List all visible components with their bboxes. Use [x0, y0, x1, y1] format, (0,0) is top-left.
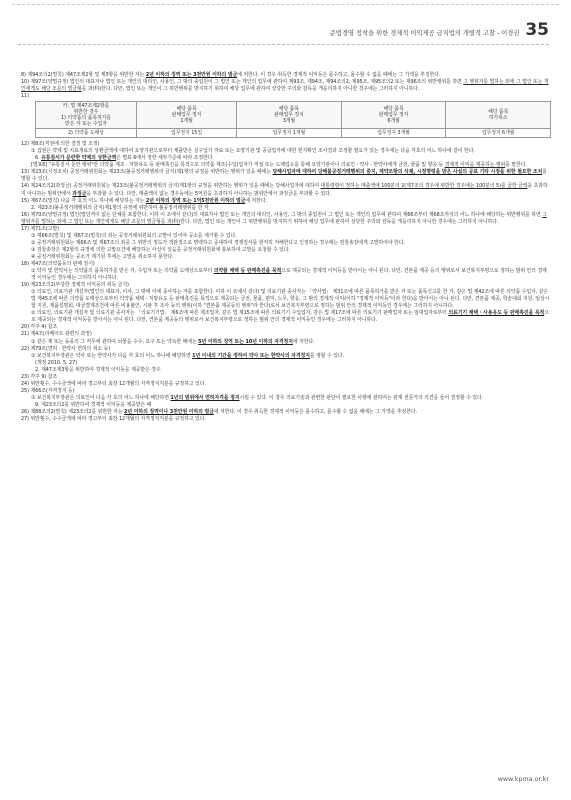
table-cell: 업무정지 15일: [137, 129, 237, 138]
footnote-25: 25) 제66조(자격정지 등): [21, 387, 75, 394]
footnote-22-para-1: ① 보건복지부장관은 약사 또는 한약사가 다음 각 호의 어느 하나에 해당하면 1년 이내의 기간을 정하여 약사 또는 한약사의 자격정지를 명할 수 있다.: [31, 352, 344, 359]
footnote-23: 23) 각주 9) 참조: [21, 373, 58, 380]
footnote-19-para-2: ② 의료인, 의료기관 개설자 및 의료기관 종사자는 「의료기기법」 제6조에 따른 제조업자, 같은 법 제15조에 따른 의료기기 수입업자, 같은 법 제17조에 따른 의료기기 판매업자 또는 임대업자로부터 의료기기 채택 · 사용유도 등 판매촉진을 목적으로 제공되는 경제적 이익등을 받아서는 아니 된다. 다만, 견본품 제공등의 행위로서 보건복지부령으로 정하는 범위 안의 경제적 이익등인 경우에는 그러하지 아니하다.: [31, 310, 549, 324]
footnote-17-para-4: ④ 공정거래위원회는 공소가 제기된 후에는 고발을 취소하지 못한다.: [31, 253, 174, 260]
table-row: [36, 129, 551, 138]
footnote-22-amendment: (개정 2010. 5. 27): [35, 359, 78, 366]
footnote-8: 8) 제94조의2(벌칙) 제47조제2항 및 제3항을 위반한 자는 2년 이하의 징역 또는 3천만원 이하의 벌금에 처한다. 이 경우 취득한 경제적 이익등은 몰수하고, 몰수할 수 없을 때에는 그 가액을 추징한다.: [21, 72, 441, 78]
footnote-12-annex-6: [별표6] "유통질서 문란 행위"란 의약품 제조 · 처방유도 등 판매촉진을 목적으로 의약품 제조(수입)업자가 직접 또는 도매업소를 통해 요양기관이나 의료인 · 약사 · 한약사에게 금전, 물품 및 향응 등 경제적 이익을 제공하는 행위를 말한다.: [31, 162, 527, 169]
footnote-17-para-2: ② 공정거래위원회는 제66조 및 제67조의 죄중 그 위반의 정도가 객관적으로 명백하고 중대하여 경쟁질서를 현저히 저해한다고 인정하는 경우에는 검찰총장에게 고발하여야 한다.: [31, 239, 405, 246]
footnote-18-para-1: ① 약사 및 한약사는 의약품의 품목허가를 받은 자, 수입자 또는 의약품 도매상으로부터 의약품 채택 등 판매촉진을 목적으로 제공되는 경제적 이익등을 받아서는 아니 된다. 다만, 견본품 제공 등의 행위로서 보건복지부령으로 정하는 범위 안의 경제적 이익등인 경우에는 그러하지 아니하다.: [31, 268, 547, 282]
footnote-13: 13) 제23조(시정조치) 공정거래위원회는 제23조(불공정거래행위의 금지)제1항의 규정을 위반하는 행위가 있을 때에는 당해사업자에 대하여 당해불공정거래행위의 중지, 계약조항의 삭제, 시정명령을 받은 사실의 공표 기타 시정을 위한 필요한 조치를 명할 수 있다.: [21, 169, 547, 183]
table-cell: 2) 의약품 도매상: [36, 129, 137, 138]
footnote-16: 16) 제70조(양벌규정) 법인(법인격이 없는 단체를 포함한다. 이하 이 조에서 같다)의 대표자나 법인 또는 개인의 대리인, 사용인, 그 밖의 종업원이 그 법인 또는 개인의 업무에 관하여 제66조부터 제68조까지의 어느 하나에 해당하는 위반행위를 하면 그 행위자를 벌하는 외에 그 법인 또는 개인에게도 해당 조문의 벌금형을 과(科)한다. 다만, 법인 또는 개인이 그 위반행위를 방지하기 위하여 해당 업무에 관하여 상당한 주의와 감독을 게을리하지 아니한 경우에는 그러하지 아니하다.: [21, 211, 547, 225]
footnote-27: 27) 위반횟수, 수수금액에 따라 경고부터 최장 12개월의 자격정지처분을 규정하고 있다.: [21, 416, 206, 423]
footnote-14: 14) 제24조의2(과징금) 공정거래위원회는 제23조(불공정거래행위의 금지)제1항의 규정을 위반하는 행위가 있을 때에는 당해사업자에 대하여 대통령령이 정하는 매출액에 100분의 2(제7조의 경우에 위반한 경우에는 100분의 5)를 곱한 금액을 초과하지 아니하는 범위안에서 과징금을 부과할 수 있다. 다만, 매출액이 없는 경우등에는 5억원을 초과하지 아니하는 범위안에서 과징금을 부과할 수 있다.: [21, 183, 548, 197]
table-header-cell: 카. 법 제47조제2항을 위반한 경우 1) 의약품의 품목허가를 받은 자 또는 수입자: [36, 102, 137, 129]
table-cell: 업무정지 1개월: [237, 129, 342, 138]
footnote-15-item-2: 2. 제23조(불공정거래행위의 금지)제1항의 규정에 위반하여 불공정거래행위를 한 자: [31, 204, 209, 211]
table-cell: 업무정지 6개월: [446, 129, 551, 138]
footnote-24: 24) 위반횟수, 수수금액에 따라 경고부터 최장 12개월의 자격정지처분을 규정하고 있다.: [21, 380, 206, 387]
header-divider: [18, 44, 549, 45]
footnote-12: 12) 제8조(직권에 의한 결정 및 조정): [21, 141, 100, 148]
footnotes-section: [21, 72, 551, 423]
table-header-cell: 해당 품목 판매업무 정지 6개월: [341, 102, 446, 129]
footnote-19-para-1: ① 의료인, 의료기관 개설자(법인의 대표자, 이사, 그 밖에 이에 종사하는 자를 포함한다. 이하 이 조에서 같다) 및 의료기관 종사자는 「약사법」 제31조에 따른 품목허가를 받은 자 또는 품목신고를 한 자, 같은 법 제42조에 따른 의약품 수입자, 같은 법 제45조에 따른 의약품 도매상으로부터 의약품 채택 · 처방유도 등 판매촉진을 목적으로 제공되는 금전, 물품, 편익, 노무, 향응, 그 밖의 경제적 이익(이하 "경제적 이익등"이라 한다)을 받아서는 아니 된다. 다만, 견본품 제공, 학술대회 지원, 임상시험 지원, 제품설명회, 대금결제조건에 따른 비용할인, 시판 후 조사 등의 행위(이하 "견본품 제공등의 행위"라 한다)로서 보건복지부령으로 정하는 범위 안의 경제적 이익등인 경우에는 그러하지 아니하다.: [31, 289, 550, 310]
footnote-10: 10) 제97조(양벌규정) 법인의 대표자나 법인 또는 개인의 대리인, 사용인, 그 밖의 종업원이 그 법인 또는 개인의 업무에 관하여 제93조, 제94조, 제94조의2, 제95조, 제95조의2 또는 제96조의 위반행위를 하면 그 행위자를 벌하는 외에 그 법인 또는 개인에게도 해당 조문의 벌금형을 과(科)한다. 다만, 법인 또는 개인이 그 위반행위를 방지하기 위하여 해당 업무에 관하여 상당한 주의와 감독을 게을리하지 아니한 경우에는 그러하지 아니하다.: [21, 79, 549, 93]
footnote-25-para-1: ① 보건복지부장관은 의료인이 다음 각 호의 어느 하나에 해당하면 1년의 범위에서 면허자격을 정지시킬 수 있다. 이 경우 의료기술과 관련한 판단이 필요한 사항에 관하여는 관계 전문가의 의견을 들어 결정할 수 있다.: [31, 394, 484, 401]
table-header-cell: 해당 품목 허가취소: [446, 102, 551, 129]
footnote-17: 17) 제71조(고발): [21, 225, 60, 232]
footnote-22: 22) 제79조(면허 · 한약사 면허의 취소 등): [21, 345, 111, 352]
table-header-cell: 해당 품목 판매업무 정지 3개월: [237, 102, 342, 129]
penalty-table: [35, 101, 551, 138]
footnote-26: 26) 제88조의2(벌칙) 제23조의2를 위반한 자는 2년 이하의 징역이나 3천만원 이하의 벌금에 처한다. 이 경우 취득한 경제적 이익등은 몰수하고, 몰수할 수 없을 때에는 그 가액을 추징한다.: [21, 408, 418, 415]
footnote-17-para-3: ③ 검찰총장은 제2항의 규정에 의한 고발요건에 해당하는 사실이 있음을 공정거래위원회에 통보하여 고발을 요청할 수 있다.: [31, 246, 291, 253]
footnote-18: 18) 제47조(의약품등의 판매 질서): [21, 260, 95, 267]
footnote-22-item-2: 2. 제47조제3항을 위반하여 경제적 이익등을 제공받은 경우: [35, 366, 161, 373]
footnote-12-item-6: 6. 유통질서가 문란한 약제의 상한금액은 별표 6에서 정한 세부기준에 따라 조정한다.: [35, 155, 214, 162]
footnote-19: 19) 제23조의2(부당한 경제적 이익등의 취득 금지): [21, 282, 129, 289]
top-dashed-rule: [12, 4, 559, 5]
table-cell: 업무정지 3개월: [341, 129, 446, 138]
table-header-cell: 해당 품목 판매업무 정지 1개월: [137, 102, 237, 129]
footnote-20: 20) 각주 4) 참조: [21, 324, 58, 331]
footnote-15: 15) 제67조(벌칙) 다음 각 호의 어느 하나에 해당하는 자는 2년 이하의 징역 또는 1억5천만원 이하의 벌금에 처한다.: [21, 197, 268, 204]
table-header-row: [36, 102, 551, 129]
penalty-table-wrapper: [35, 101, 551, 138]
footnote-11: 11): [21, 93, 29, 100]
page-header: [330, 10, 549, 40]
footer-url: www.kpma.or.kr: [497, 776, 549, 783]
footnote-12-para-1: ① 집권은 약제 및 치료재료의 상환금액에 대하여 요양기관으로부터 제출받은 실구입가 자료 또는 요양기관 및 공급업자에 대한 현지확인 조사결과 조정할 필요가 있는 경우에는 다음 각호의 어느 하나에 같이 한다.: [31, 148, 475, 155]
page-number: 35: [525, 20, 549, 40]
footnote-21: 21) 제4조(리베이트 관련의 과정): [21, 331, 92, 338]
footnote-21-para-1: ① 같은 제 또는 동종의 그 직무에 관하여 뇌물을 수수, 요구 또는 약속한 때에는 5년 이하의 징역 또는 10년 이하의 자격정지에 처한다.: [31, 338, 315, 345]
footnote-25-item-9: 9. 제23조의2를 위반하여 경제적 이익등을 제공받은 때: [35, 401, 152, 408]
running-title: 준법경영 정착을 위한 경제적 이익제공 금지법의 개별적 고찰 - 이경권: [329, 29, 520, 37]
footnote-17-para-1: ① 제66조(벌칙) 및 제67조(벌칙)의 죄는 공정거래위원회의 고발이 있어야 공소를 제기할 수 있다.: [31, 232, 237, 239]
